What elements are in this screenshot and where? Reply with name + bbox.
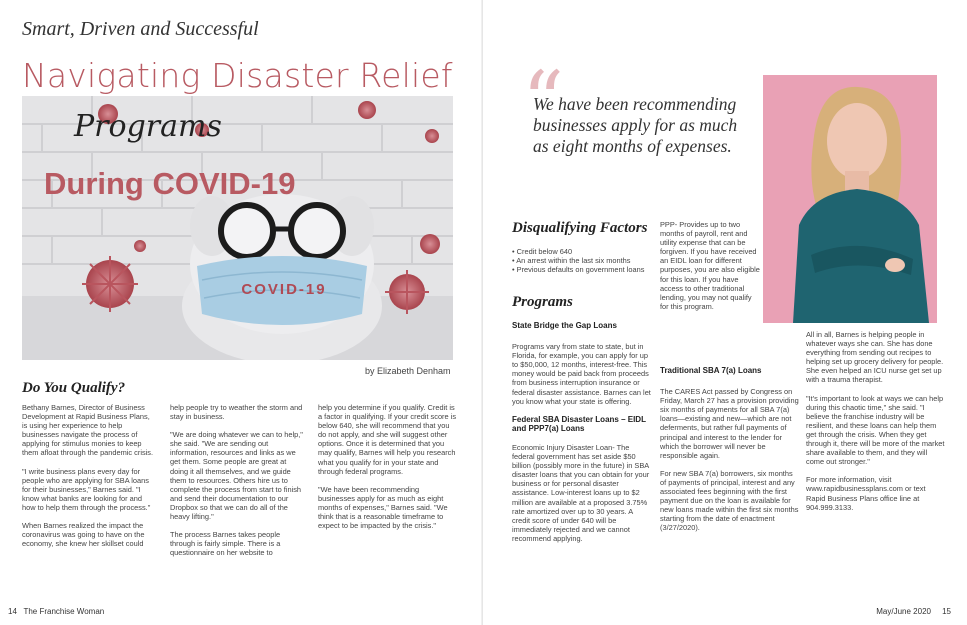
paragraph: All in all, Barnes is helping people in whatever ways she can. She has done everything from sending out recipes to helping set up grocery delivery for people. She even helped an ICU nurse get set up with a trauma therapist. <box>806 330 944 385</box>
paragraph: "We are doing whatever we can to help," she said. "We are sending out information, resources and links as we get them. Some people are great at doing it all themselves, and we guide them to resources. Others hire us to complete the process from start to finish and send their documentation to our Dropbox so that we can do all of the heavy lifting." <box>170 430 303 522</box>
section-title-do-you-qualify: Do You Qualify? <box>22 380 126 396</box>
kicker: Smart, Driven and Successful <box>22 18 259 40</box>
mask-text: COVID-19 <box>241 281 327 298</box>
left-page <box>0 0 483 625</box>
paragraph: "I write business plans every day for people who are applying for SBA loans for their businesses," Barnes said. "I know what banks are looking for and how to help them through the process." <box>22 466 151 512</box>
programs-script: Programs <box>74 109 222 144</box>
quote-mark-icon: “ <box>522 55 564 150</box>
byline: by Elizabeth Denham <box>365 366 451 376</box>
paragraph: For more information, visit www.rapidbusinessplans.com or text Rapid Business Plans office line at 904.999.3133. <box>806 475 926 512</box>
footer-left <box>8 607 104 616</box>
left-column-3 <box>318 403 458 539</box>
publication-name: The Franchise Woman <box>23 607 105 616</box>
paragraph: Bethany Barnes, Director of Business Development at Rapid Business Plans, is using her experience to help businesses navigate the process of applying for stimulus monies to keep them afloat through the pandemic crisis. <box>22 403 154 458</box>
subheading-state-loans: State Bridge the Gap Loans <box>512 321 617 330</box>
paragraph: For new SBA 7(a) borrowers, six months of payments of principal, interest and any associated fees beginning with the first payment due on the loan is available for new loans made within the first six months starting from the date of enactment (3/27/2020). <box>660 468 799 533</box>
portrait-photo <box>763 75 937 323</box>
paragraph: help people try to weather the storm and stay in business. <box>170 403 303 422</box>
paragraph: Programs vary from state to state, but in Florida, for example, you can apply for up to $50,000, 12 months, interest-free. This money would be paid back from proceeds from business interruption insurance or federal disaster assistance. Barnes can let you know what your state is offering. <box>512 342 651 406</box>
paragraph: The CARES Act passed by Congress on Friday, March 27 has a provision providing six months of payments for all SBA 7(a) loans—existing and new—which are not deferments, but rather full payments of principal and interest to the lender for which the borrower will never be responsible again. <box>660 387 799 460</box>
footer-right <box>876 607 951 616</box>
page-number: 15 <box>942 607 951 616</box>
paragraph: PPP- Provides up to two months of payroll, rent and utility expense that can be forgiven. If you have received an EIDL loan for different purposes, you are also eligible for this loan. If you have access to other traditional lending, you may not qualify for this program. <box>660 220 760 311</box>
disqualifying-list <box>512 247 652 274</box>
right-column-2 <box>660 366 800 542</box>
paragraph: help you determine if you qualify. Credit is a factor in qualifying. If your credit score is below 640, she will recommend that you do not apply, and she will suggest other options. Once it is determined that you may qualify, Barnes will help you research what you qualify for in your state and through federal programs. <box>318 403 457 476</box>
pull-quote: We have been recommending businesses apply for as much as eight months of expenses. <box>533 94 738 156</box>
paragraph: Economic Injury Disaster Loan- The federal government has set aside $50 billion (possibly more in the future) in SBA disaster loans that you can obtain for your business or for personal disaster assistance. Low-interest loans up to $2 million are available at a proposed 3.75% rate amortized over up to 30 years. A credit score of under 640 will be immediately rejected and we cannot recommend applying. <box>512 442 650 543</box>
subheading-sba-7a: Traditional SBA 7(a) Loans <box>660 366 762 375</box>
section-title-disqualifying-factors: Disqualifying Factors <box>512 220 648 236</box>
section-title-programs: Programs <box>512 294 573 310</box>
right-column-1 <box>512 321 652 552</box>
page-number: 14 <box>8 607 17 616</box>
paragraph: "It's important to look at ways we can help during this chaotic time," she said. "I believe the franchise industry will be resilient, and these loans can help them get through the crisis. When they get through it, there will be more of the market share available to them, and they will come out stronger." <box>806 393 945 467</box>
covid-illustration <box>22 96 453 360</box>
hero-image <box>22 96 453 360</box>
issue-date: May/June 2020 <box>876 607 931 616</box>
left-column-1 <box>22 403 157 557</box>
right-column-2-top <box>660 220 760 320</box>
paragraph: "We have been recommending businesses apply for as much as eight months of expenses," Barnes said. "We think that is a reasonable timeframe to expect to be impacted by the crisis." <box>318 484 448 531</box>
list-item: • Credit below 640 <box>512 247 652 256</box>
list-item: • An arrest within the last six months <box>512 256 652 265</box>
woman-portrait <box>763 75 937 323</box>
headline: Navigating Disaster Relief <box>22 56 453 95</box>
covid-banner: During COVID-19 <box>44 166 296 201</box>
paragraph: When Barnes realized the impact the coronavirus was going to have on the economy, she knew her skillset could <box>22 521 145 549</box>
paragraph: The process Barnes takes people through is fairly simple. There is a questionnaire on her website to <box>170 530 281 558</box>
right-column-3 <box>806 330 946 521</box>
list-item: • Previous defaults on government loans <box>512 265 652 274</box>
subheading-federal-loans: Federal SBA Disaster Loans – EIDL and PPP7(a) Loans <box>512 414 646 433</box>
left-column-2 <box>170 403 305 566</box>
